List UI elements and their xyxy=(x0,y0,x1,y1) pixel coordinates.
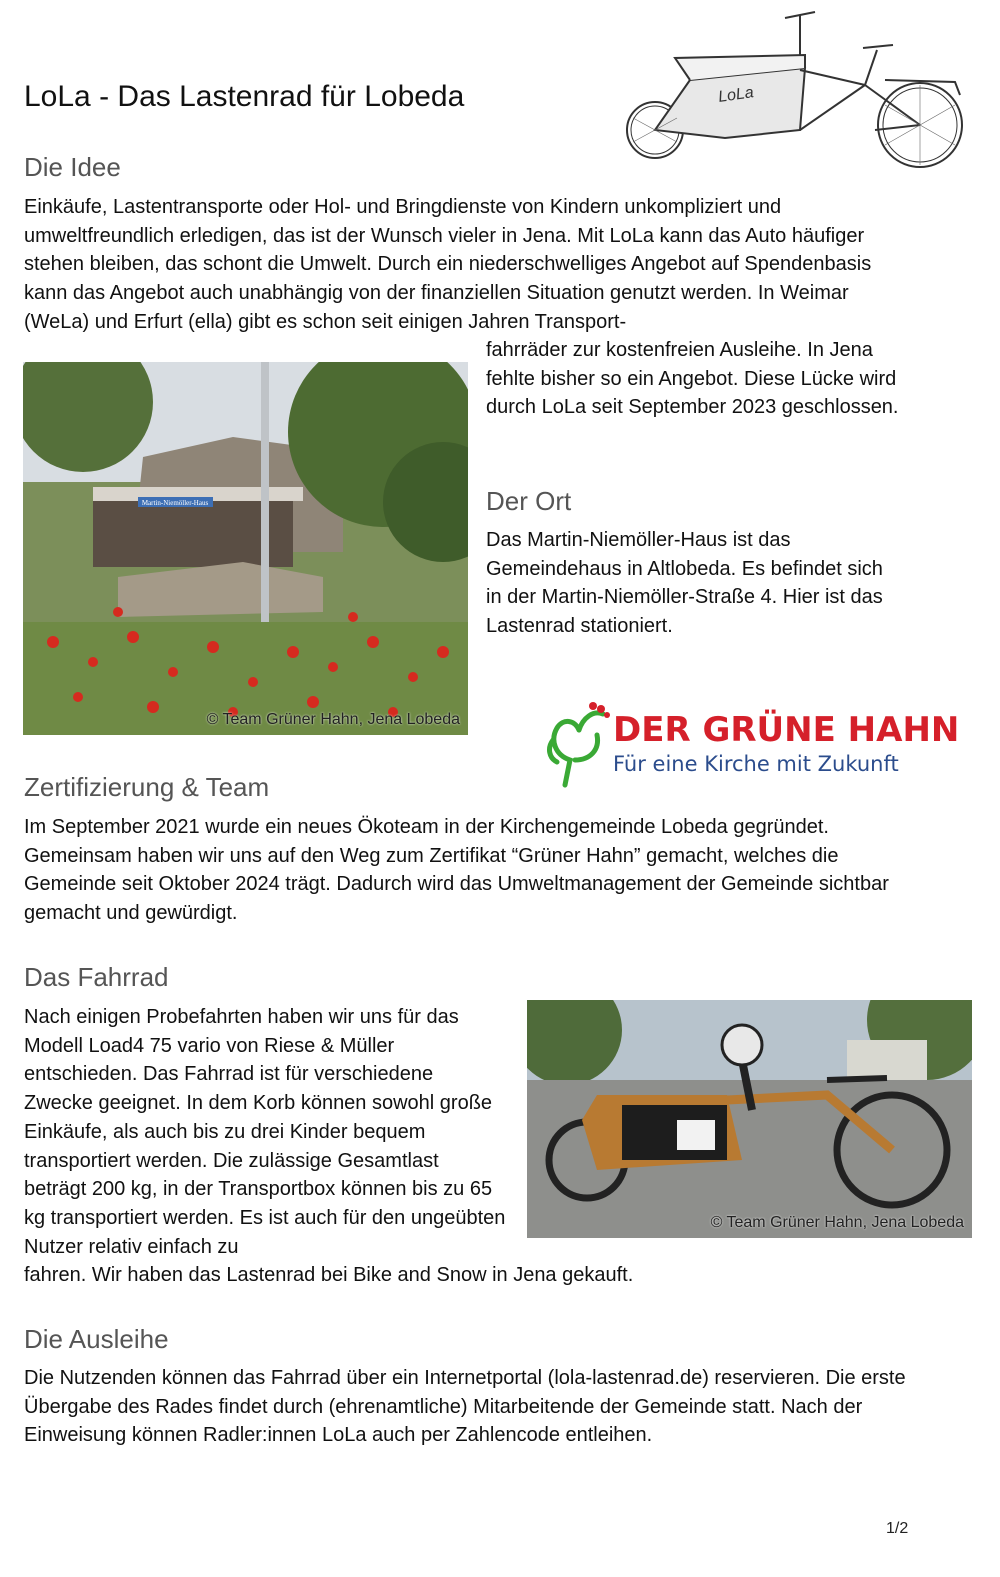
sketch-lola-label: LoLa xyxy=(717,84,755,106)
logo-name: DER GRÜNE HAHN xyxy=(613,710,960,750)
page-number: 1/2 xyxy=(886,1520,909,1537)
section-heading-ausleihe: Die Ausleihe xyxy=(24,1324,169,1354)
ort-text: Das Martin-Niemöller-Haus ist das Gemeindehaus in Altlobeda. Es befindet sich in der Martin-Niemöller-Straße 4. Hier ist das Lastenrad stationiert. xyxy=(486,529,883,638)
section-heading-ort: Der Ort xyxy=(486,486,572,516)
bike-photo xyxy=(527,1000,972,1238)
idee-text-continued: fahrräder zur kostenfreien Ausleihe. In Jena fehlte bisher so ein Angebot. Diese Lücke wird durch LoLa seit September 2023 geschlossen. xyxy=(486,339,899,419)
fahrrad-text: Nach einigen Probefahrten haben wir uns für das Modell Load4 75 vario von Riese & Müller entschieden. Das Fahrrad ist für verschiedene Zwecke geeignet. In dem Korb können sowohl große Einkäufe, als auch bis zu drei Kinder bequem transportiert werden. Die zulässige Gesamtlast beträgt 200 kg, in der Transportbox können bis zu 65 kg transportiert werden. Es ist auch für den ungeübten Nutzer relativ einfach zu xyxy=(24,1006,506,1258)
section-heading-idee: Die Idee xyxy=(24,152,121,182)
building-photo xyxy=(23,362,468,735)
logo-tagline: Für eine Kirche mit Zukunft xyxy=(613,752,899,776)
photo-credit: © Team Grüner Hahn, Jena Lobeda xyxy=(206,711,460,728)
fahrrad-text-continued: fahren. Wir haben das Lastenrad bei Bike and Snow in Jena gekauft. xyxy=(24,1264,634,1286)
gruener-hahn-logo xyxy=(545,700,960,790)
team-text: Im September 2021 wurde ein neues Ökoteam in der Kirchengemeinde Lobeda gegründet. Gemeinsam haben wir uns auf den Weg zum Zertifikat “Grüner Hahn” gemacht, welches die Gemeinde seit Oktober 2024 trägt. Dadurch wird das Umweltmanagement der Gemeinde sichtbar gemacht und gewürdigt. xyxy=(24,816,889,925)
rooster-icon xyxy=(545,700,615,790)
section-heading-fahrrad: Das Fahrrad xyxy=(24,962,169,992)
idee-text: Einkäufe, Lastentransporte oder Hol- und Bringdienste von Kindern unkompliziert und umweltfreundlich erledigen, das ist der Wunsch vieler in Jena. Mit LoLa kann das Auto häufiger stehen bleiben, das schont die Umwelt. Durch ein niederschwelliges Angebot auf Spendenbasis kann das Angebot auch unabhängig von der finanziellen Situation genutzt werden. In Weimar (WeLa) und Erfurt (ella) gibt es schon seit einigen Jahren Transport- xyxy=(24,196,872,333)
section-heading-team: Zertifizierung & Team xyxy=(24,772,270,802)
building-sign: Martin-Niemöller-Haus xyxy=(141,499,209,507)
page-title: LoLa - Das Lastenrad für Lobeda xyxy=(24,80,465,113)
cargo-bike-sketch xyxy=(615,10,975,190)
photo-credit-bike: © Team Grüner Hahn, Jena Lobeda xyxy=(710,1214,964,1231)
ausleihe-text: Die Nutzenden können das Fahrrad über ein Internetportal (lola-lastenrad.de) reservieren. Die erste Übergabe des Rades findet durch (ehrenamtliche) Mitarbeitende der Gemeinde statt. Nach der Einweisung können Radler:innen LoLa auch per Zahlencode entleihen. xyxy=(24,1367,906,1447)
